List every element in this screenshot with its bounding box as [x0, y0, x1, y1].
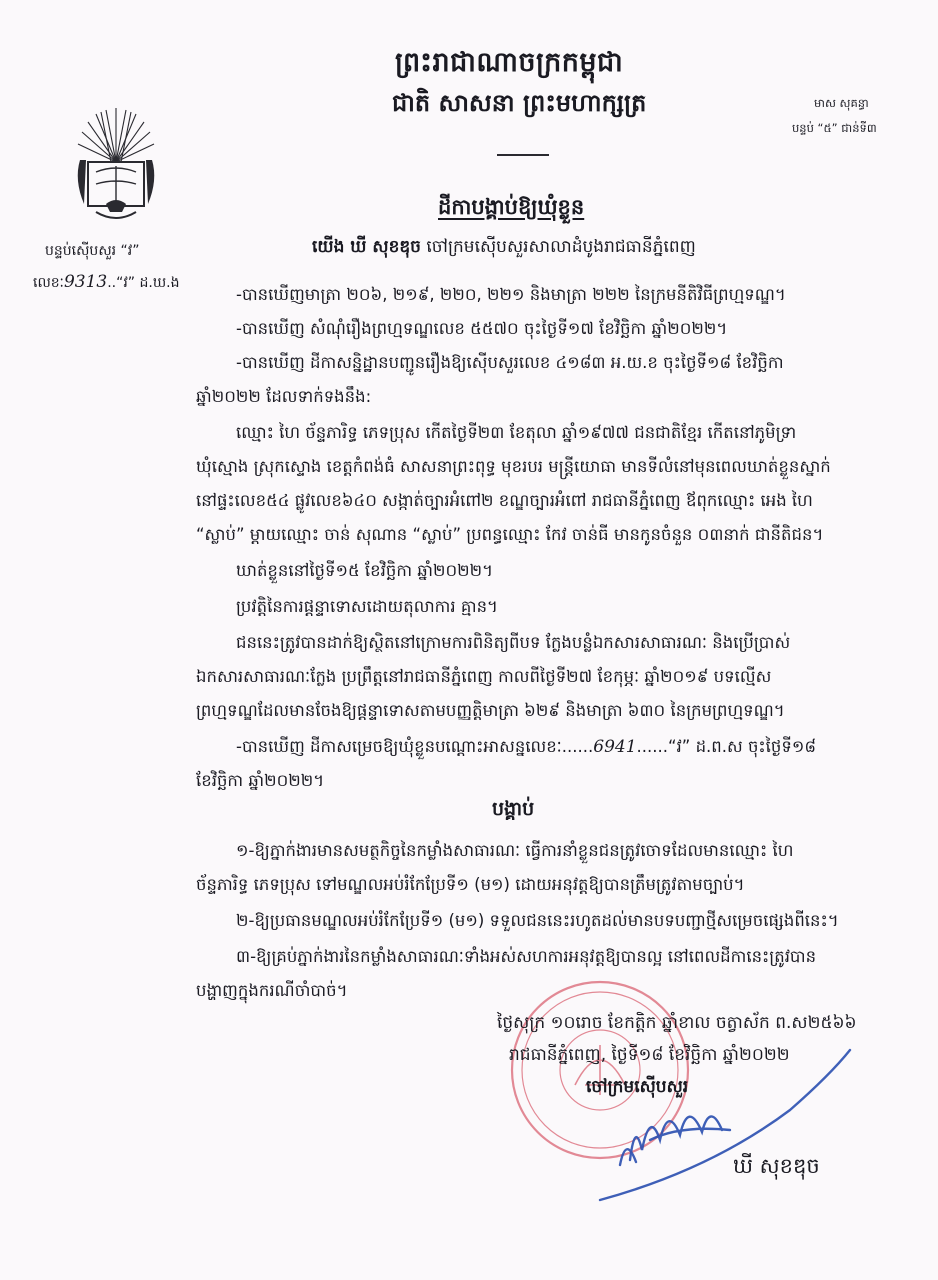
reference-number: លេខៈ9313..“វ” ដ.ឃ.ង — [33, 272, 180, 292]
signer-title: ចៅក្រមស៊ើបសួរ — [586, 1077, 689, 1097]
clerk-room: បន្ទប់ “៥” ជាន់ទី៣ — [792, 121, 877, 135]
order-item: បង្ហាញក្នុងករណីចាំបាច់។ — [196, 981, 348, 1000]
decision-number-handwritten: 6941 — [593, 737, 637, 757]
body-line: “ស្លាប់” ម្ដាយឈ្មោះ ចាន់ សុណាន “ស្លាប់” ប្រពន្ធឈ្មោះ កែវ ចាន់ធី មានកូនចំនួន ០៣នាក់ ជានីតិជន។ — [196, 525, 824, 544]
office-label: បន្ទប់ស៊ើបសួរ “វ” — [45, 243, 140, 259]
signer-name: ឃី សុខឌុច — [733, 1154, 820, 1178]
section-title: បង្គាប់ — [492, 798, 535, 820]
order-item: ២-ឱ្យប្រធានមណ្ឌលអប់រំកែប្រែទី១ (ម១) ទទួលជននេះរហូតដល់មានបទបញ្ជាថ្មីសម្រេចផ្សេងពីនេះ។ — [236, 911, 839, 930]
body-line: ឃាត់ខ្លួននៅថ្ងៃទី១៥ ខែវិច្ឆិកា ឆ្នាំ២០២២។ — [236, 561, 494, 580]
decision-prefix: -បានឃើញ ដីកាសម្រេចឱ្យឃុំខ្លួនបណ្ដោះអាសន្នលេខៈ...... — [236, 737, 594, 756]
header-divider — [497, 154, 549, 156]
clerk-name: មាស សុគន្ធា — [814, 96, 869, 110]
judge-court: ចៅក្រមស៊ើបសួរសាលាដំបូងរាជធានីភ្នំពេញ — [420, 237, 696, 257]
body-line: -បានឃើញ សំណុំរឿងព្រហ្មទណ្ឌលេខ ៥៥៧០ ចុះថ្ងៃទី១៧ ខែវិច្ឆិកា ឆ្នាំ២០២២។ — [236, 319, 728, 338]
body-line: ឃុំស្មោង ស្រុកស្ទោង ខេត្តកំពង់ធំ សាសនាព្រះពុទ្ធ មុខរបរ មន្ត្រីយោធា មានទីលំនៅមុនពេលឃាត់ខ្លួនស្នាក់ — [196, 457, 831, 476]
order-item: ៣-ឱ្យគ្រប់ភ្នាក់ងារនៃកម្លាំងសាធារណៈទាំងអស់សហការអនុវត្តឱ្យបានល្អ នៅពេលដីកានេះត្រូវបាន — [236, 947, 817, 966]
ref-number-handwritten: 9313 — [63, 272, 108, 292]
judge-intro: យើង ឃី សុខឌុច — [312, 237, 421, 257]
body-line: -បានឃើញ ដីកាសន្និដ្ឋានបញ្ជូនរឿងឱ្យស៊ើបសួរលេខ ៤១៨៣ អ.យ.ខ ចុះថ្ងៃទី១៨ ខែវិច្ឆិកា — [236, 353, 784, 372]
lunar-date: ថ្ងៃសុក្រ ១០រោច ខែកត្ដិក ឆ្នាំខាល ចត្វាស័ក ព.ស២៥៦៦ — [497, 1013, 857, 1033]
body-line: ឈ្មោះ ហៃ ច័ន្ទភារិទ្ធ ភេទប្រុស កើតថ្ងៃទី២៣ ខែតុលា ឆ្នាំ១៩៧៧ ជនជាតិខ្មែរ កើតនៅភូមិទ្រា — [236, 423, 797, 442]
body-line: ជននេះត្រូវបានដាក់ឱ្យស្ថិតនៅក្រោមការពិនិត្យពីបទ ក្លែងបន្លំឯកសារសាធារណៈ និងប្រើប្រាស់ — [236, 633, 791, 652]
kingdom-heading: ព្រះរាជាណាចក្រកម្ពុជា — [395, 47, 624, 78]
decision-line — [236, 736, 816, 758]
solar-date: រាជធានីភ្នំពេញ, ថ្ងៃទី១៨ ខែវិច្ឆិកា ឆ្នាំ២០២២ — [509, 1045, 790, 1065]
body-line: ប្រវត្តិនៃការផ្ដន្ទាទោសដោយតុលាការ គ្មាន។ — [236, 597, 498, 616]
royal-emblem-icon — [66, 100, 166, 230]
body-line: ព្រហ្មទណ្ឌដែលមានចែងឱ្យផ្ដន្ទាទោសតាមបញ្ញត្តិមាត្រា ៦២៩ និងមាត្រា ៦៣០ នៃក្រមព្រហ្មទណ្ឌ។ — [196, 701, 785, 720]
body-line: -បានឃើញមាត្រា ២០៦, ២១៩, ២២០, ២២១ និងមាត្រា ២២២ នៃក្រមនីតិវិធីព្រហ្មទណ្ឌ។ — [236, 285, 786, 304]
order-item: ១-ឱ្យភ្នាក់ងារមានសមត្ថកិច្ចនៃកម្លាំងសាធារណៈ ធ្វើការនាំខ្លួនជនត្រូវចោទដែលមានឈ្មោះ ហៃ — [236, 841, 794, 860]
body-line: នៅផ្ទះលេខ៥៤ ផ្លូវលេខ៦៤០ សង្កាត់ច្បារអំពៅ២ ខណ្ឌច្បារអំពៅ រាជធានីភ្នំពេញ ឪពុកឈ្មោះ អេង ហៃ — [196, 491, 813, 510]
document-subtitle — [312, 236, 696, 258]
national-motto: ជាតិ សាសនា ព្រះមហាក្សត្រ — [392, 89, 647, 117]
handwritten-signature-icon — [590, 1040, 870, 1210]
decision-suffix: ......“វ” ដ.ព.ស ចុះថ្ងៃទី១៨ — [636, 737, 817, 756]
ref-prefix: លេខៈ — [33, 275, 64, 291]
document-title: ដីកាបង្គាប់ឱ្យឃុំខ្លួន — [438, 195, 585, 219]
body-line: ឆ្នាំ២០២២ ដែលទាក់ទងនឹង: — [196, 387, 372, 406]
decision-line-2: ខែវិច្ឆិកា ឆ្នាំ២០២២។ — [196, 771, 325, 790]
body-line: ឯកសារសាធារណៈក្លែង ប្រព្រឹត្តនៅរាជធានីភ្នំពេញ កាលពីថ្ងៃទី២៧ ខែកុម្ភៈ ឆ្នាំ២០១៩ បទល្មើស — [196, 667, 772, 686]
order-item: ច័ន្ទភារិទ្ធ ភេទប្រុស ទៅមណ្ឌលអប់រំកែប្រែទី១ (ម១) ដោយអនុវត្តឱ្យបានត្រឹមត្រូវតាមច្បាប់។ — [196, 875, 745, 894]
ref-suffix: “វ” ដ.ឃ.ង — [116, 275, 180, 291]
